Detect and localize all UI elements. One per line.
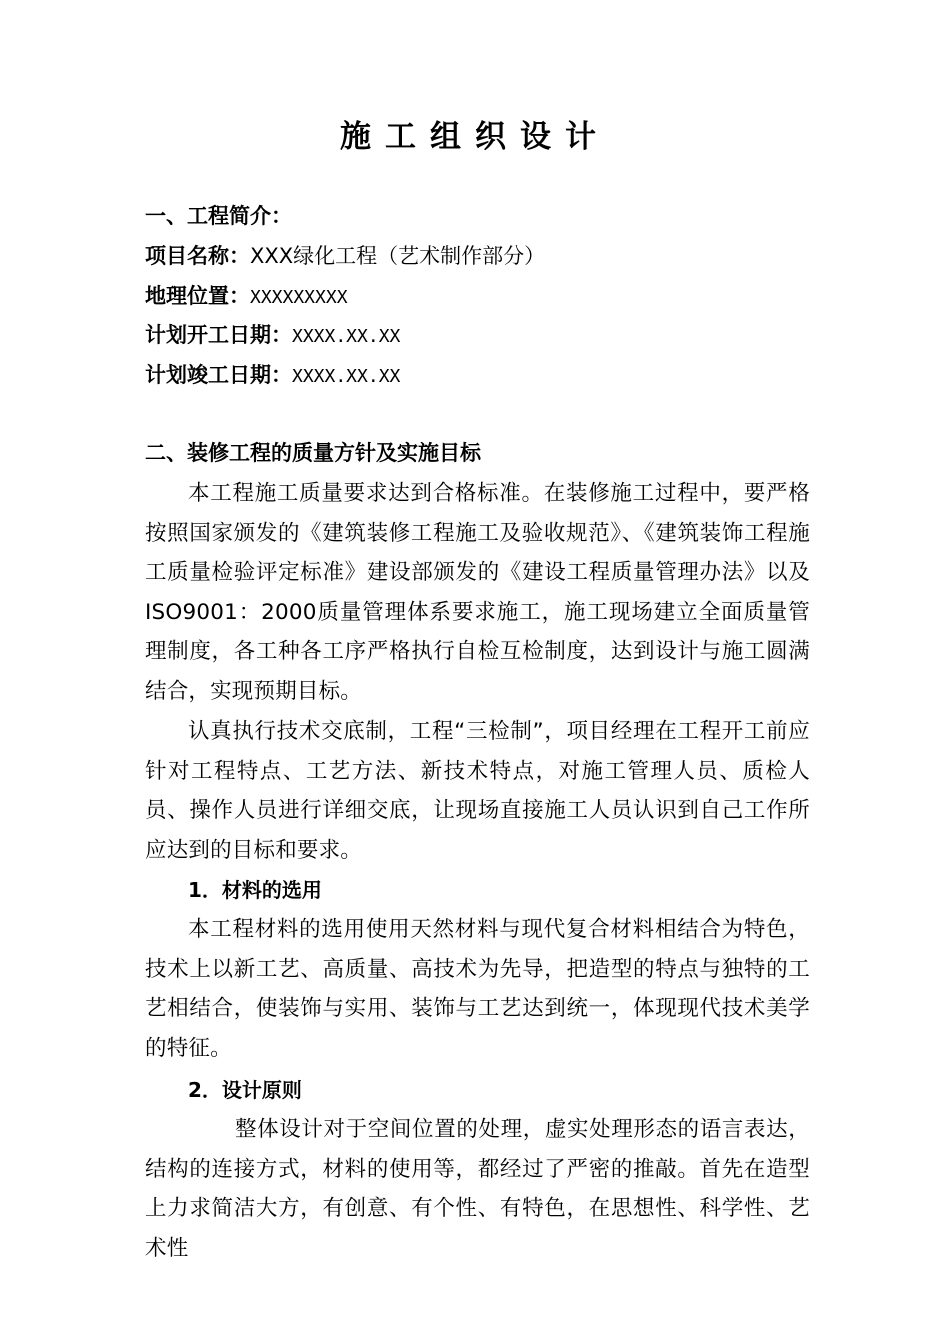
field-value: XXXX.XX.XX xyxy=(292,326,401,347)
field-value: XXXXXXXXX xyxy=(250,287,348,308)
field-start-date xyxy=(145,320,400,352)
field-project-name xyxy=(145,241,545,271)
field-value: XXXX.XX.XX xyxy=(292,366,401,387)
field-label: 项目名称： xyxy=(145,244,250,268)
field-label: 计划竣工日期： xyxy=(145,363,292,387)
field-label: 计划开工日期： xyxy=(145,323,292,347)
subsection-2-heading: 2．设计原则 xyxy=(188,1078,302,1102)
subsection-1-heading: 1．材料的选用 xyxy=(188,878,322,902)
section1-heading: 一、工程简介： xyxy=(145,204,292,228)
section2-heading: 二、装修工程的质量方针及实施目标 xyxy=(145,441,481,465)
field-label: 地理位置： xyxy=(145,284,250,308)
document-title: 施工组织设计 xyxy=(340,119,610,155)
field-location xyxy=(145,281,348,313)
field-end-date xyxy=(145,360,400,392)
section2-paragraph-1: 本工程施工质量要求达到合格标准。在装修施工过程中，要严格按照国家颁发的《建筑装修工程施工及验收规范》、《建筑装饰工程施工质量检验评定标准》建设部颁发的《建设工程质量管理办法》以及ISO9001：2000质量管理体系要求施工，施工现场建立全面质量管理制度，各工种各工序严格执行自检互检制度，达到设计与施工圆满结合，实现预期目标。 xyxy=(145,481,810,704)
field-value: XXX绿化工程（艺术制作部分） xyxy=(250,244,546,268)
subsection-1-paragraph: 本工程材料的选用使用天然材料与现代复合材料相结合为特色，技术上以新工艺、高质量、高技术为先导，把造型的特点与独特的工艺相结合，使装饰与实用、装饰与工艺达到统一，体现现代技术美学的特征。 xyxy=(145,917,810,1061)
subsection-2-paragraph: 整体设计对于空间位置的处理，虚实处理形态的语言表达，结构的连接方式，材料的使用等，都经过了严密的推敲。首先在造型上力求简洁大方，有创意、有个性、有特色，在思想性、科学性、艺术性 xyxy=(145,1117,810,1261)
section2-paragraph-2: 认真执行技术交底制，工程“三检制”，项目经理在工程开工前应针对工程特点、工艺方法、新技术特点，对施工管理人员、质检人员、操作人员进行详细交底，让现场直接施工人员认识到自己工作所应达到的目标和要求。 xyxy=(145,719,810,863)
